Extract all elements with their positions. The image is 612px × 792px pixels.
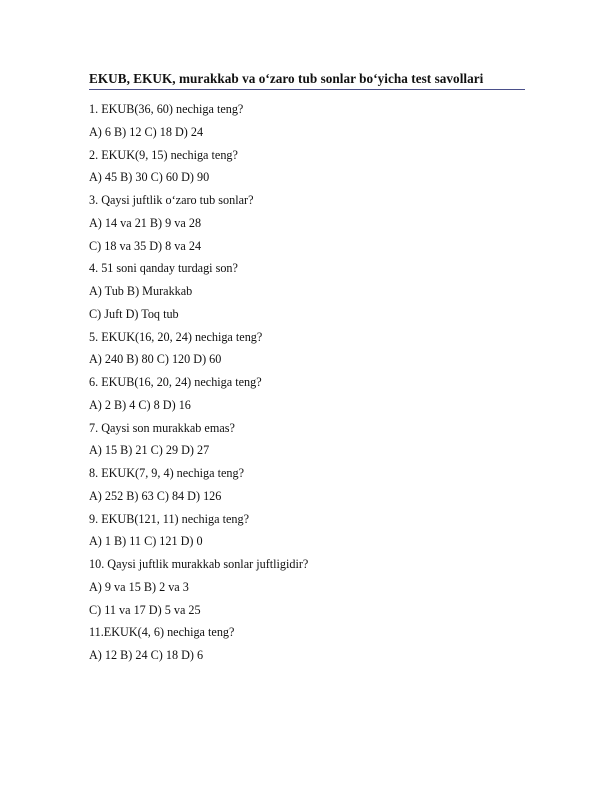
question-5-options: A) 240 B) 80 C) 120 D) 60 bbox=[89, 352, 222, 367]
question-4-options-cd: C) Juft D) Toq tub bbox=[89, 306, 179, 321]
question-10-options-ab: A) 9 va 15 B) 2 va 3 bbox=[89, 579, 189, 594]
question-10-options-cd: C) 11 va 17 D) 5 va 25 bbox=[89, 602, 201, 617]
question-3-options-ab: A) 14 va 21 B) 9 va 28 bbox=[89, 215, 202, 230]
question-5: 5. EKUK(16, 20, 24) nechiga teng? bbox=[89, 329, 263, 344]
question-7-options: A) 15 B) 21 C) 29 D) 27 bbox=[89, 443, 210, 458]
question-6: 6. EKUB(16, 20, 24) nechiga teng? bbox=[89, 375, 262, 389]
question-list bbox=[89, 98, 525, 667]
question-4: 4. 51 soni qanday turdagi son? bbox=[89, 261, 238, 276]
question-10: 10. Qaysi juftlik murakkab sonlar juftligidir? bbox=[89, 557, 309, 571]
question-2-options: A) 45 B) 30 C) 60 D) 90 bbox=[89, 170, 210, 185]
question-3: 3. Qaysi juftlik o‘zaro tub sonlar? bbox=[89, 193, 254, 207]
question-9-options: A) 1 B) 11 C) 121 D) 0 bbox=[89, 534, 203, 549]
question-7: 7. Qaysi son murakkab emas? bbox=[89, 420, 235, 435]
question-11-options: A) 12 B) 24 C) 18 D) 6 bbox=[89, 648, 204, 662]
question-9: 9. EKUB(121, 11) nechiga teng? bbox=[89, 511, 249, 526]
question-1-options: A) 6 B) 12 C) 18 D) 24 bbox=[89, 124, 204, 139]
question-4-options-ab: A) Tub B) Murakkab bbox=[89, 284, 193, 298]
document-title: EKUB, EKUK, murakkab va o‘zaro tub sonlar bo‘yicha test savollari bbox=[89, 70, 525, 90]
question-2: 2. EKUK(9, 15) nechiga teng? bbox=[89, 147, 238, 162]
question-6-options: A) 2 B) 4 C) 8 D) 16 bbox=[89, 397, 191, 412]
document-page bbox=[89, 70, 525, 667]
question-3-options-cd: C) 18 va 35 D) 8 va 24 bbox=[89, 238, 202, 253]
question-11: 11.EKUK(4, 6) nechiga teng? bbox=[89, 625, 235, 640]
question-8-options: A) 252 B) 63 C) 84 D) 126 bbox=[89, 488, 222, 503]
question-8: 8. EKUK(7, 9, 4) nechiga teng? bbox=[89, 466, 245, 480]
question-1: 1. EKUB(36, 60) nechiga teng? bbox=[89, 102, 244, 116]
